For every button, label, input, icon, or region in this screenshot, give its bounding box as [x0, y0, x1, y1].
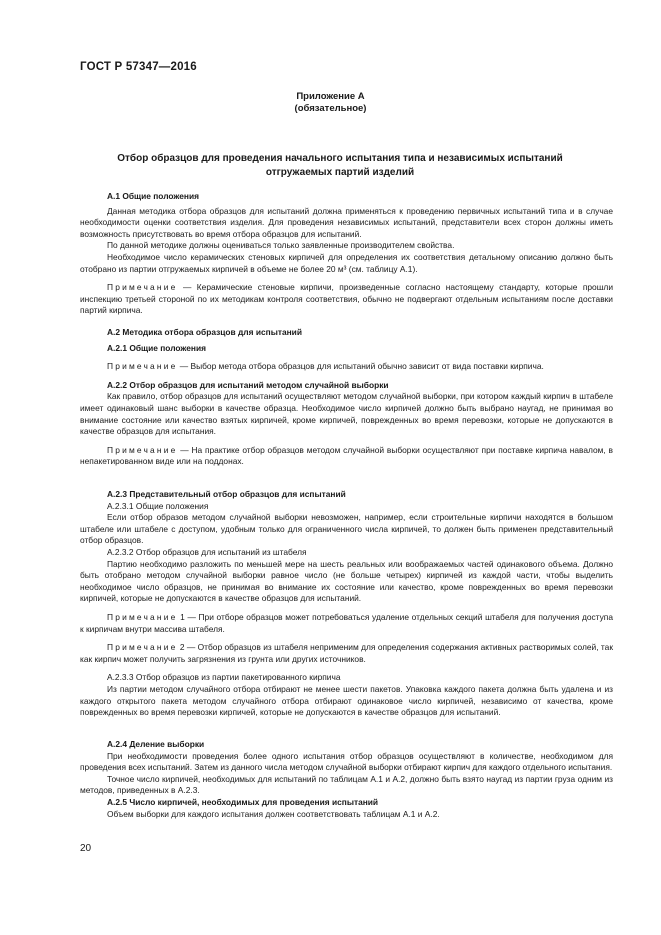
note-label: Примечание [107, 642, 178, 653]
section-title-line-1: Отбор образцов для проведения начального испытания типа и независимых испытаний [117, 153, 563, 164]
block-a24 [80, 739, 613, 820]
section-title-line-2: отгружаемых партий изделий [265, 167, 415, 178]
heading-a1: А.1 Общие положения [107, 191, 200, 201]
note-label: Примечание [107, 361, 178, 372]
subheading: А.2.3.1 Общие положения [107, 500, 209, 511]
note [80, 282, 613, 317]
paragraph: Партию необходимо разложить по меньшей мере на шесть реальных или воображаемых частей одинакового объема. Должно быть отобрано методом случайной выборки равное число (не больше четырех) кирпичей из каждой части, чтобы выделить необходимое число образцов, не принимая во внимание их состояние или качество, кроме поврежденных во время перевозки кирпичей, которые не допускаются в качестве образцов для испытаний. [80, 558, 613, 604]
paragraph: Точное число кирпичей, необходимых для испытаний по таблицам А.1 и А.2, должно быть взято наугад из партии груза одним из методов, приведенных в А.2.3. [80, 773, 613, 796]
paragraph: Объем выборки для каждого испытания должен соответствовать таблицам А.1 и А.2. [107, 808, 440, 819]
note [80, 642, 613, 665]
note-text: 1 — При отборе образцов может потребоваться удаление отдельных секций штабеля для получения доступа к кирпичам внутри массива штабеля. [80, 611, 613, 634]
note-text: — Керамические стеновые кирпичи, произведенные согласно настоящему стандарту, которые прошли инспекцию третьей стороной по их методикам контроля соответствия, обычно не подвергают отдельным испытаниям после доставки партий кирпича. [80, 282, 613, 316]
note-label: Примечание [107, 611, 178, 622]
block-a23 [80, 489, 613, 719]
paragraph: Если отбор образов методом случайной выборки невозможен, например, если строительные кирпичи находятся в большом штабеле или штабеле с доступом, удобным только для ограниченного числа кирпичей, то должен быть применен представительный отбор образцов. [80, 512, 613, 546]
note-text: 2 — Отбор образцов из штабеля неприменим для определения содержания активных растворимых солей, так как кирпич может получить загрязнения из грунта или других источников. [80, 642, 613, 664]
appendix-status: (обязательное) [294, 103, 367, 114]
paragraph: Как правило, отбор образцов для испытаний осуществляют методом случайной выборки, при котором каждый кирпич в штабеле имеет одинаковый шанс выборки в качестве образца. Необходимое число кирпичей должно быть выбрано наугад, не принимая во внимание состояние или качество взятых кирпичей, кроме кирпичей, поврежденных во время перевозки, которые не допускаются в качестве образцов для испытания. [80, 391, 613, 437]
note [80, 445, 613, 468]
page-number: 20 [80, 843, 92, 854]
document-header: ГОСТ Р 57347—2016 [80, 61, 197, 73]
heading-a25: А.2.5 Число кирпичей, необходимых для проведения испытаний [107, 796, 379, 807]
heading-a24: А.2.4 Деление выборки [107, 739, 205, 749]
note-label: Примечание [107, 282, 178, 293]
paragraph: По данной методике должны оцениваться только заявленные производителем свойства. [107, 240, 455, 251]
heading-a23: А.2.3 Представительный отбор образцов для испытаний [107, 489, 346, 499]
heading-a21: А.2.1 Общие положения [107, 342, 206, 353]
paragraph: При необходимости проведения более одного испытания отбор образцов осуществляют в количестве, необходимом для проведения всех испытаний. Затем из данного числа методом случайной выборки отбирают кирпич для каждого отдельного испытания. [80, 750, 613, 773]
heading-a22: А.2.2 Отбор образцов для испытаний методом случайной выборки [107, 379, 389, 390]
appendix-label: Приложение А [296, 91, 365, 102]
note [80, 612, 613, 635]
heading-a2: А.2 Методика отбора образцов для испытаний [107, 327, 302, 337]
note-text: — На практике отбор образцов методом случайной выборки осуществляют при поставке кирпича навалом, в непакетированном виде или на поддонах. [80, 444, 613, 467]
subheading: А.2.3.2 Отбор образцов для испытаний из штабеля [107, 546, 307, 557]
paragraph: Необходимое число керамических стеновых кирпичей для определения их соответствия детальному описанию должно быть отобрано из партии отгружаемых кирпичей в объеме не более 20 м³ (см. таблицу А.1). [80, 251, 613, 274]
paragraph: Из партии методом случайного отбора отбирают не менее шести пакетов. Упаковка каждого пакета должна быть удалена и из каждого открытого пакета методом случайного отбора отбирают одинаковое число кирпичей, независимо от качества, кроме поврежденных во время перевозки кирпичей, которые не допускаются в качестве образцов для испытаний. [80, 683, 613, 718]
block-a2 [80, 327, 613, 468]
note-text: — Выбор метода отбора образцов для испытаний обычно зависит от вида поставки кирпича. [177, 361, 544, 372]
note-label: Примечание [107, 444, 178, 455]
paragraph: Данная методика отбора образцов для испытаний должна применяться к проведению первичных испытаний типа и в случае необходимости оценки соответствия изделия. Для проведения независимых испытаний, представители всех сторон должны иметь возможность присутствовать во время отбора образцов для испытаний. [80, 205, 613, 239]
note [80, 361, 613, 373]
block-a1 [80, 191, 613, 317]
subheading: А.2.3.3 Отбор образцов из партии пакетированного кирпича [107, 672, 341, 683]
